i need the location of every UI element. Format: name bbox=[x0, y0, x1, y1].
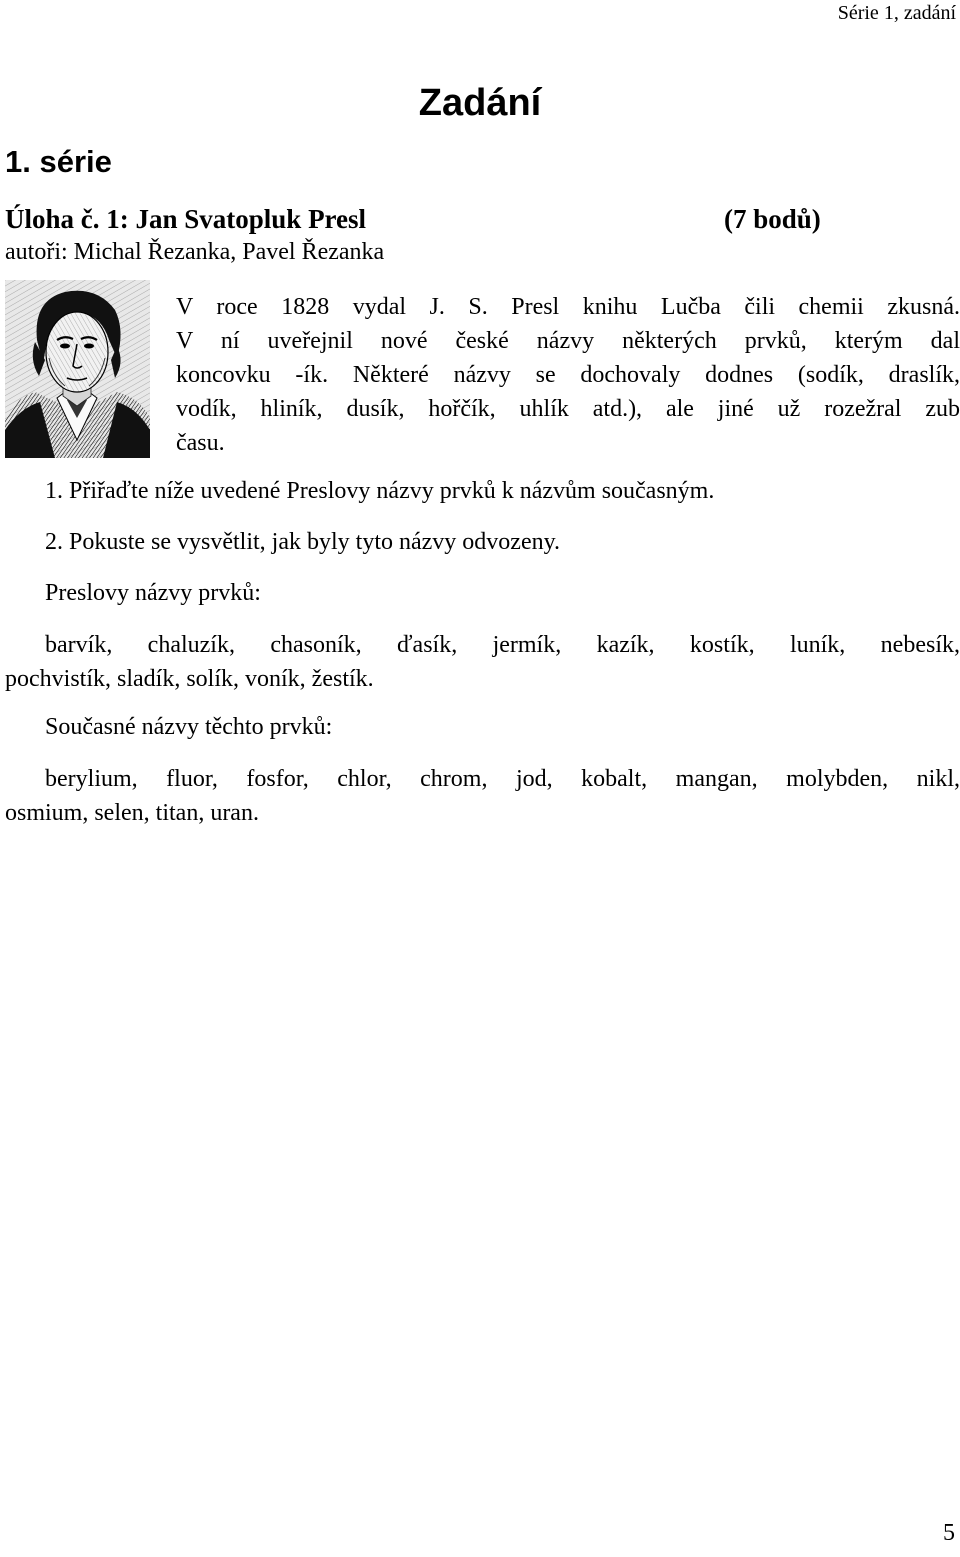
intro-paragraph bbox=[176, 290, 960, 460]
task-title: Úloha č. 1: Jan Svatopluk Presl bbox=[5, 204, 367, 234]
presl-names-line: barvík, chaluzík, chasoník, ďasík, jermík, kazík, kostík, luník, nebesík, bbox=[45, 632, 960, 658]
intro-line: vodík, hliník, dusík, hořčík, uhlík atd.), ale jiné už rozežral zub bbox=[176, 396, 960, 422]
presl-portrait-image bbox=[5, 280, 150, 458]
presl-names-label: Preslovy názvy prvků: bbox=[45, 580, 261, 606]
task-authors: autoři: Michal Řezanka, Pavel Řezanka bbox=[5, 239, 385, 265]
page-number: 5 bbox=[943, 1520, 955, 1546]
task-points: (7 bodů) bbox=[724, 204, 821, 234]
intro-line: koncovku -ík. Některé názvy se dochovaly dodnes (sodík, draslík, bbox=[176, 362, 960, 388]
modern-names-line: osmium, selen, titan, uran. bbox=[5, 800, 259, 826]
intro-line: V roce 1828 vydal J. S. Presl knihu Lučba čili chemii zkusná. bbox=[176, 294, 960, 320]
series-heading: 1. série bbox=[5, 144, 112, 179]
question-1: 1. Přiřaďte níže uvedené Preslovy názvy prvků k názvům současným. bbox=[45, 478, 715, 504]
modern-names-list bbox=[5, 762, 960, 830]
document-title: Zadání bbox=[418, 82, 542, 124]
running-header: Série 1, zadání bbox=[837, 2, 956, 24]
intro-line: V ní uveřejnil nové české názvy některých prvků, kterým dal bbox=[176, 328, 960, 354]
modern-names-label: Současné názvy těchto prvků: bbox=[45, 714, 333, 740]
intro-line: času. bbox=[176, 430, 225, 456]
presl-names-line: pochvistík, sladík, solík, voník, žestík. bbox=[5, 666, 374, 692]
question-2: 2. Pokuste se vysvětlit, jak byly tyto názvy odvozeny. bbox=[45, 529, 561, 555]
modern-names-line: berylium, fluor, fosfor, chlor, chrom, jod, kobalt, mangan, molybden, nikl, bbox=[45, 766, 960, 792]
presl-names-list bbox=[5, 628, 960, 696]
